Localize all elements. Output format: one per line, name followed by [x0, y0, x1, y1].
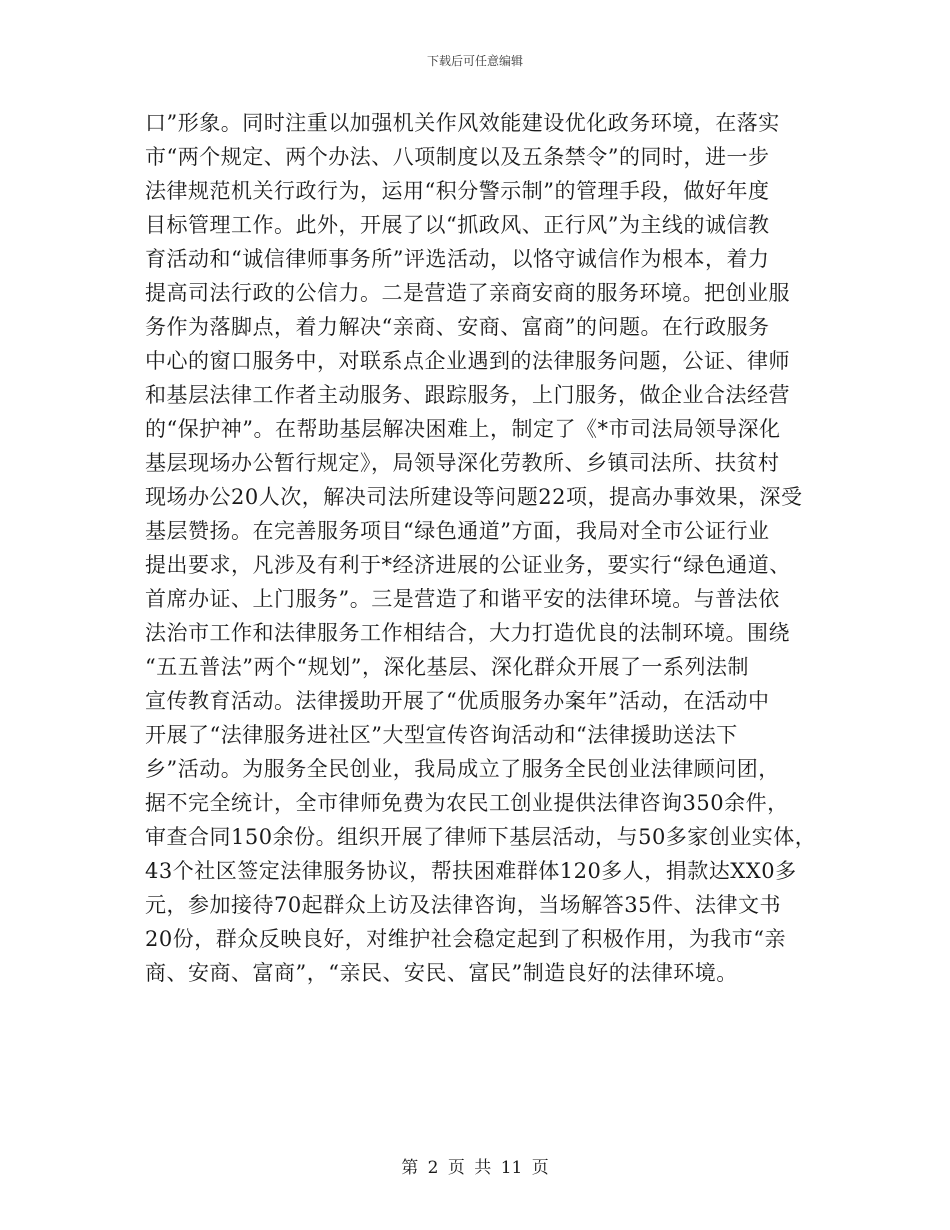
text-line: 商、安商、富商”，“亲民、安民、富民”制造良好的法律环境。	[145, 961, 738, 985]
text-line: 中心的窗口服务中，对联系点企业遇到的法律服务问题，公证、律师	[145, 349, 790, 373]
text-line: 务作为落脚点，着力解决“亲商、安商、富商”的问题。在行政服务	[145, 315, 770, 339]
page-number-footer: 第 2 页 共 11 页	[401, 1158, 549, 1178]
text-line: 元，参加接待70起群众上访及法律咨询，当场解答35件、法律文书	[145, 893, 781, 917]
page-header: 下载后可任意编辑	[426, 54, 523, 68]
text-line: 市“两个规定、两个办法、八项制度以及五条禁令”的同时，进一步	[145, 145, 770, 169]
text-line: 基层现场办公暂行规定》，局领导深化劳教所、乡镇司法所、扶贫村	[145, 451, 780, 475]
text-line: 审查合同150余份。组织开展了律师下基层活动，与50多家创业实体，	[145, 825, 817, 849]
text-line: 和基层法律工作者主动服务、跟踪服务，上门服务，做企业合法经营	[145, 383, 790, 407]
text-line: 法律规范机关行政行为，运用“积分警示制”的管理手段，做好年度	[145, 179, 770, 203]
text-line: 育活动和“诚信律师事务所”评选活动，以恪守诚信作为根本，着力	[145, 247, 770, 271]
text-line: 20份，群众反映良好，对维护社会稳定起到了积极作用，为我市“亲	[145, 927, 786, 951]
text-line: 目标管理工作。此外，开展了以“抓政风、正行风”为主线的诚信教	[145, 213, 770, 237]
text-line: 开展了“法律服务进社区”大型宣传咨询活动和“法律援助送法下	[145, 723, 738, 747]
text-line: 43个社区签定法律服务协议，帮扶困难群体120多人，捐款达XX0多	[145, 859, 797, 883]
text-line: 口”形象。同时注重以加强机关作风效能建设优化政务环境，在落实	[145, 111, 780, 135]
body-text	[145, 106, 815, 990]
text-line: 提高司法行政的公信力。二是营造了亲商安商的服务环境。把创业服	[145, 281, 790, 305]
text-line: 提出要求，凡涉及有利于*经济进展的公证业务，要实行“绿色通道、	[145, 553, 791, 577]
text-line: “五五普法”两个“规划”，深化基层、深化群众开展了一系列法制	[145, 655, 749, 679]
text-line: 现场办公20人次，解决司法所建设等问题22项，提高办事效果，深受	[145, 485, 803, 509]
text-line: 法治市工作和法律服务工作相结合，大力打造优良的法制环境。围绕	[145, 621, 790, 645]
text-line: 宣传教育活动。法律援助开展了“优质服务办案年”活动，在活动中	[145, 689, 770, 713]
text-line: 基层赞扬。在完善服务项目“绿色通道”方面，我局对全市公证行业	[145, 519, 770, 543]
text-line: 首席办证、上门服务”。三是营造了和谐平安的法律环境。与普法依	[145, 587, 780, 611]
text-line: 乡”活动。为服务全民创业，我局成立了服务全民创业法律顾问团，	[145, 757, 780, 781]
text-line: 据不完全统计，全市律师免费为农民工创业提供法律咨询350余件，	[145, 791, 789, 815]
text-line: 的“保护神”。在帮助基层解决困难上，制定了《*市司法局领导深化	[145, 417, 781, 441]
